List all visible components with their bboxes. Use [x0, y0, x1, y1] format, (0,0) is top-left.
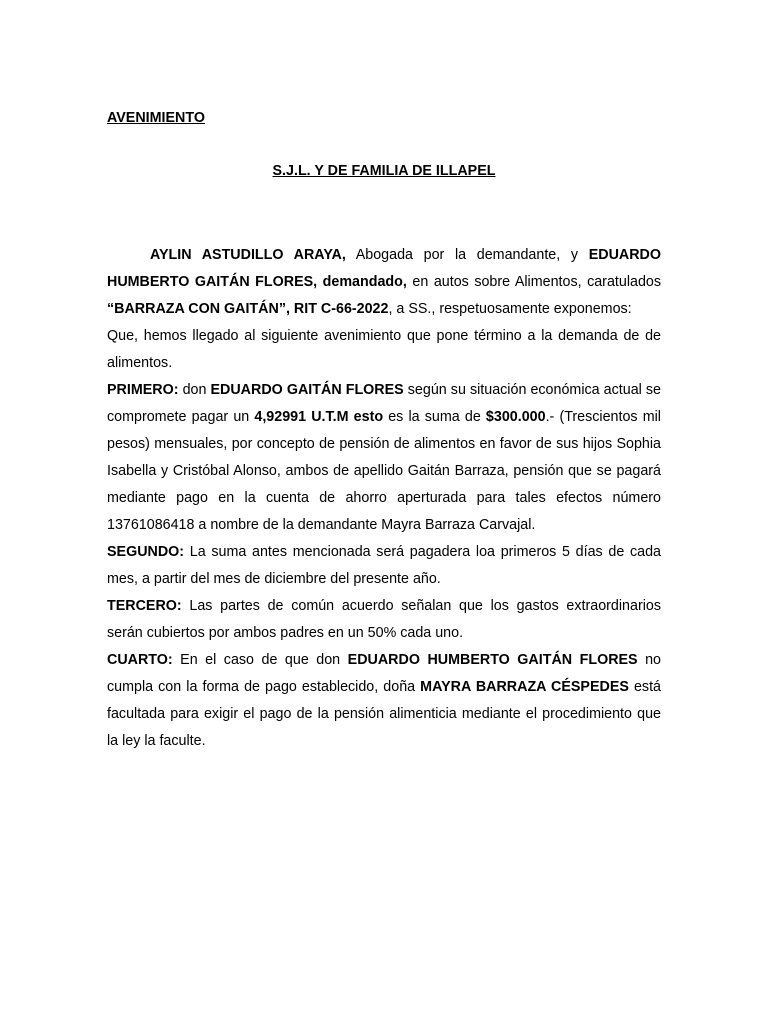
obligor-name: EDUARDO GAITÁN FLORES — [210, 382, 404, 398]
clause-label: SEGUNDO: — [107, 544, 185, 560]
utm-amount: 4,92991 U.T.M esto — [254, 409, 384, 425]
lawyer-name: AYLIN ASTUDILLO ARAYA, — [150, 247, 346, 263]
clause-cuarto: CUARTO: En el caso de que don EDUARDO HUMBERTO GAITÁN FLORES no cumpla con la forma de pago establecido, doña MAYRA BARRAZA CÉSPEDES está facultada para exigir el pago de la pensión alimenticia mediante el procedimiento que la ley la faculte. — [107, 652, 662, 749]
clause-label: CUARTO: — [107, 652, 173, 668]
document-title: AVENIMIENTO — [107, 110, 205, 126]
case-caption: “BARRAZA CON GAITÁN”, RIT C-66-2022 — [107, 301, 389, 317]
clause-label: TERCERO: — [107, 598, 182, 614]
clause-primero: PRIMERO: don EDUARDO GAITÁN FLORES según su situación económica actual se compromete pagar un 4,92991 U.T.M esto es la suma de $300.000.- (Trescientos mil pesos) mensuales, por concepto de pensión de alimentos en favor de sus hijos Sophia Isabella y Cristóbal Alonso, ambos de apellido Gaitán Barraza, pensión que se pagará mediante pago en la cuenta de ahorro aperturada para tales efectos número 13761086418 a nombre de la demandante Mayra Barraza Carvajal. — [107, 382, 661, 533]
defendant-name: EDUARDO HUMBERTO GAITÁN FLORES, demandado, — [107, 247, 661, 290]
clause-segundo: SEGUNDO: La suma antes mencionada será pagadera loa primeros 5 días de cada mes, a partir del mes de diciembre del presente año. — [107, 544, 661, 587]
court-heading: S.J.L. Y DE FAMILIA DE ILLAPEL — [272, 163, 496, 179]
beneficiary-name: MAYRA BARRAZA CÉSPEDES — [420, 679, 629, 695]
intro-paragraph: AYLIN ASTUDILLO ARAYA, Abogada por la demandante, y EDUARDO HUMBERTO GAITÁN FLORES, demandado, en autos sobre Alimentos, caratulados “BARRAZA CON GAITÁN”, RIT C-66-2022, a SS., respetuosamente exponemos: — [107, 247, 661, 317]
document-body — [107, 242, 661, 755]
peso-amount: $300.000 — [485, 409, 546, 425]
clause-tercero: TERCERO: Las partes de común acuerdo señalan que los gastos extraordinarios serán cubiertos por ambos padres en un 50% cada uno. — [107, 598, 661, 641]
clause-label: PRIMERO: — [107, 382, 179, 398]
agreement-intro-paragraph: Que, hemos llegado al siguiente avenimiento que pone término a la demanda de de alimentos. — [107, 328, 661, 371]
obligor-full-name: EDUARDO HUMBERTO GAITÁN FLORES — [347, 652, 638, 668]
